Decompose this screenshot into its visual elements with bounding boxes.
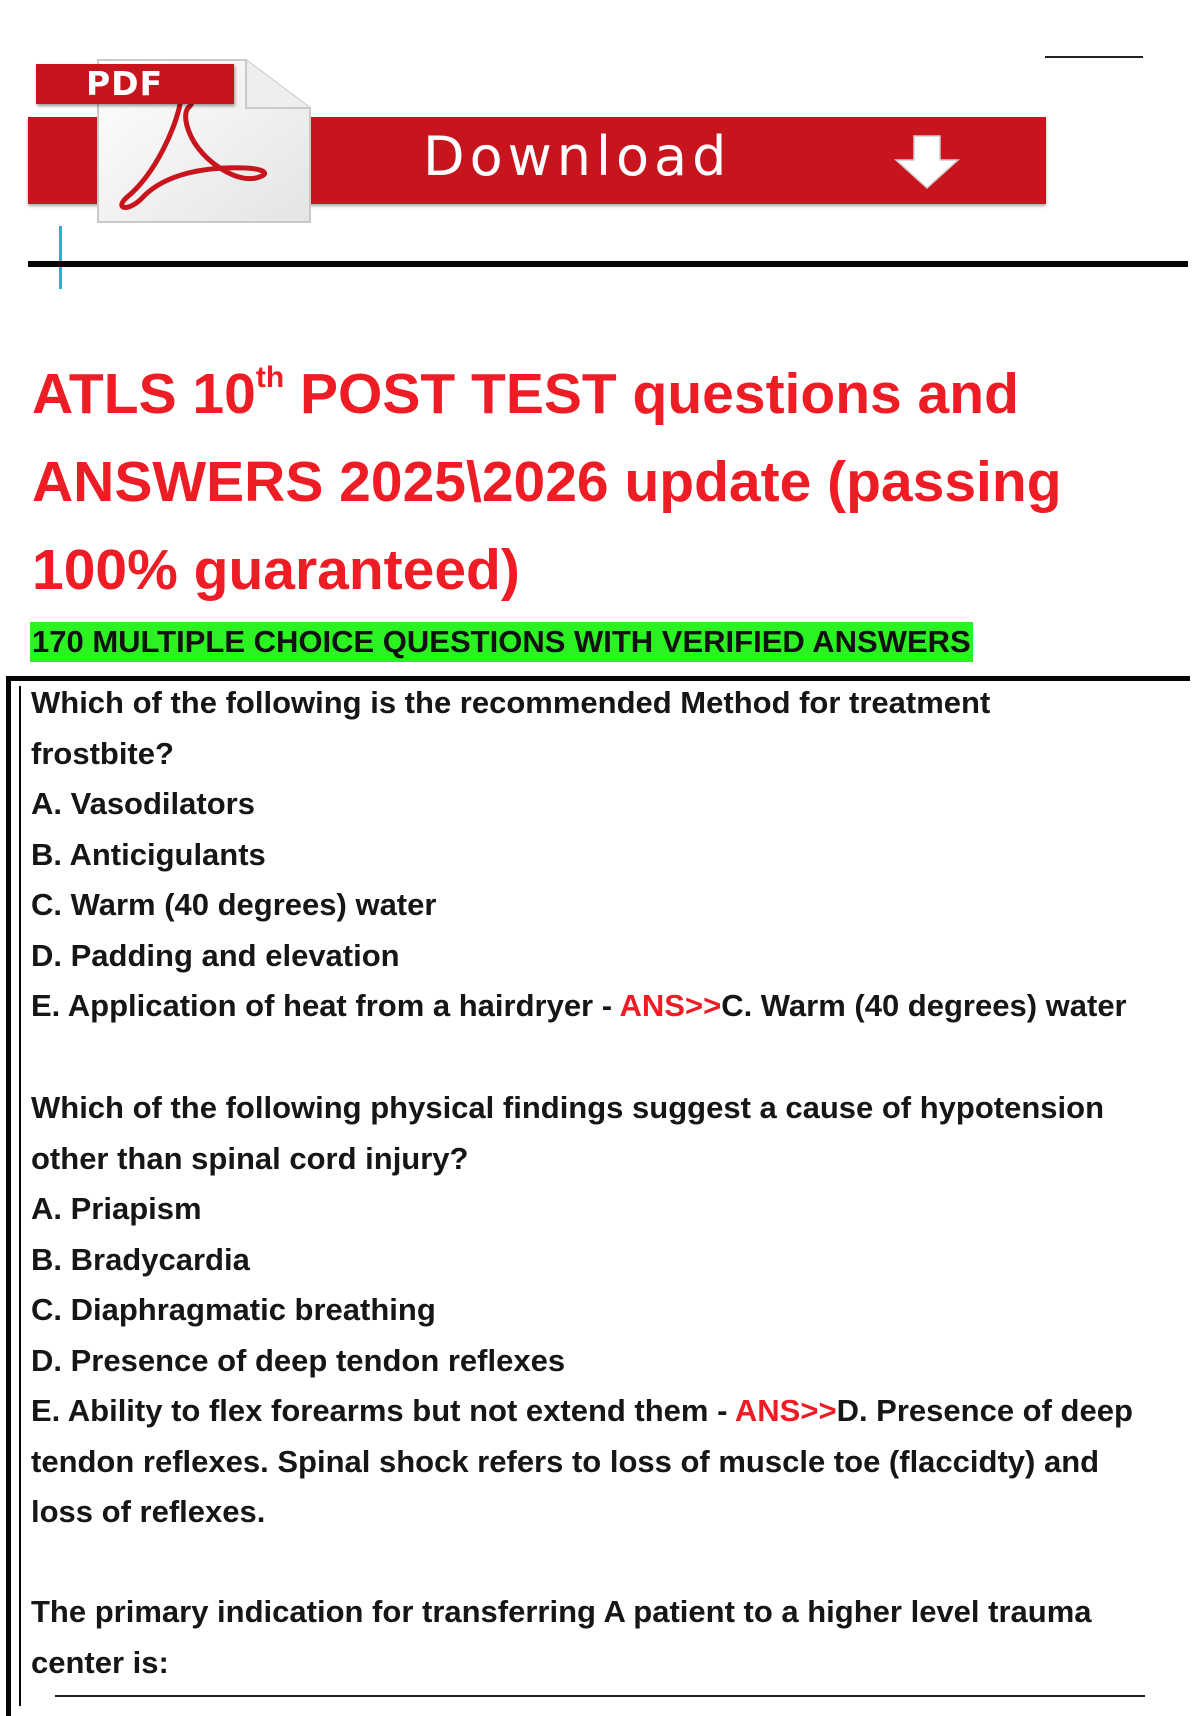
option-c: C. Diaphragmatic breathing — [31, 1292, 436, 1327]
subtitle-highlight: 170 MULTIPLE CHOICE QUESTIONS WITH VERIFIED ANSWERS — [30, 622, 973, 662]
question-3 — [31, 1587, 1191, 1688]
title-line-3: 100% guaranteed) — [32, 538, 520, 602]
option-d: D. Presence of deep tendon reflexes — [31, 1342, 566, 1378]
question-3-line: center is: — [31, 1644, 169, 1680]
question-2 — [31, 1083, 1191, 1538]
question-2-line: Which of the following physical findings suggest a cause of hypotension — [31, 1090, 1105, 1125]
question-1-line: frostbite? — [31, 735, 174, 771]
question-2-line: other than spinal cord injury? — [31, 1140, 469, 1176]
answer-text: D. Presence of deep — [836, 1393, 1133, 1428]
option-c: C. Warm (40 degrees) water — [31, 887, 437, 922]
answer-text: C. Warm (40 degrees) water — [721, 988, 1127, 1023]
option-e-with-answer — [31, 1386, 1191, 1437]
pdf-label: PDF — [36, 64, 234, 104]
question-3-line: The primary indication for transferring A patient to a higher level trauma — [31, 1594, 1092, 1629]
option-b: B. Anticigulants — [31, 836, 266, 872]
title-line-2: ANSWERS 2025\2026 update (passing — [32, 450, 1062, 514]
option-a: A. Priapism — [31, 1191, 202, 1226]
question-box-inner-rule — [19, 686, 21, 1706]
question-1 — [31, 678, 1191, 1032]
option-a: A. Vasodilators — [31, 786, 255, 821]
title-line-1: ATLS 10th POST TEST questions and — [32, 361, 1019, 426]
option-e-with-answer — [31, 981, 1191, 1032]
answer-marker: ANS>> — [619, 988, 722, 1023]
answer-marker: ANS>> — [734, 1393, 837, 1428]
option-b: B. Bradycardia — [31, 1241, 250, 1277]
bottom-divider — [55, 1695, 1145, 1697]
header-divider — [28, 261, 1188, 267]
answer-explanation: loss of reflexes. — [31, 1494, 266, 1529]
option-e: E. Application of heat from a hairdryer - — [31, 988, 620, 1023]
text-cursor — [59, 226, 62, 289]
answer-explanation: tendon reflexes. Spinal shock refers to loss of muscle toe (flaccidty) and — [31, 1443, 1100, 1479]
download-arrow-icon[interactable] — [888, 132, 966, 192]
top-short-rule — [1045, 56, 1143, 58]
option-d: D. Padding and elevation — [31, 937, 400, 973]
option-e: E. Ability to flex forearms but not extend them - — [31, 1393, 735, 1428]
download-label[interactable]: Download — [423, 125, 732, 188]
page-title — [32, 350, 1182, 614]
question-1-line: Which of the following is the recommended Method for treatment — [31, 685, 991, 720]
